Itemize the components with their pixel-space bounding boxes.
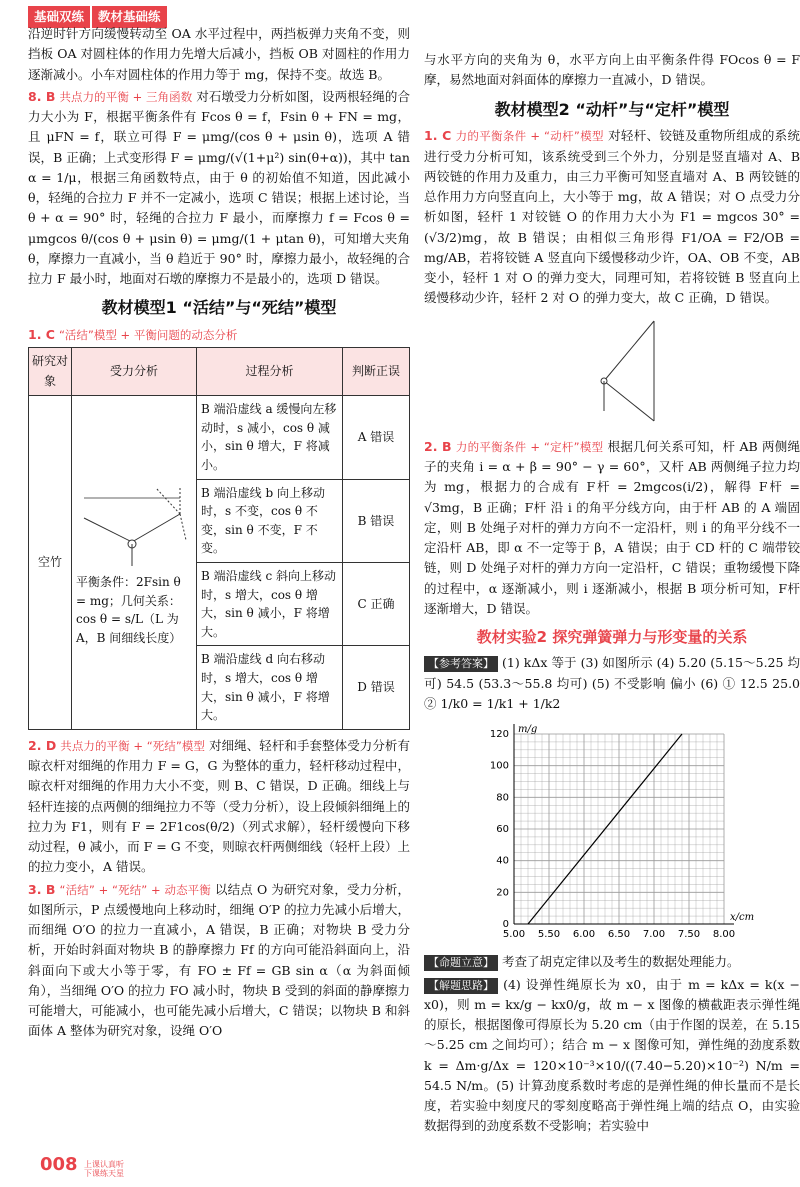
ref-label: 【参考答案】	[424, 656, 498, 672]
th-force: 受力分析	[72, 348, 197, 396]
y-tick-label: 0	[502, 919, 509, 931]
ref-text: (1) kΔx 等于 (3) 如图所示 (4) 5.20 (5.15～5.25 均可) 54.5 (53.3～55.8 均可) (5) 不受影响 偏小 (6) ① 12.5 25.0 ② 1/k0 = 1/k1 + 1/k2	[424, 655, 800, 711]
diabolo-diagram	[76, 478, 188, 568]
q2-answer: 2. D	[28, 737, 57, 753]
x-axis-label: x/cm	[730, 912, 755, 924]
x-tick-label: 7.00	[642, 929, 666, 941]
r-q1-tag: 力的平衡条件 + “动杆”模型	[455, 129, 604, 144]
r-q1-text: 对轻杆、铰链及重物所组成的系统进行受力分析可知，该系统受到三个外力，分别是竖直墙对 A、B 两铰链的作用力及重力，由三力平衡可知竖直墙对 A、B 两铰链的总作用力方向竖直向上，大小等于 mg，故 A 错误；对 O 点受力分析如图，轻杆 1 对铰链 O 的作用力大小为 F1 = mgcos 30° = (√3/2)mg，故 B 错误；由相似三角形得 F1/OA = F2/OB = mg/AB，若将铰链 A 竖直向下缓慢移动少许，OA、OB 不变，AB 变小，轻杆 1 对 O 的弹力变大，同理可知，若将铰链 B 竖直向上缓慢移动少许，轻杆 2 对 O 的弹力变大，故 C 正确，D 错误。	[424, 128, 800, 306]
y-tick-label: 40	[496, 855, 509, 867]
q3-block	[28, 880, 410, 1042]
footer-slogan-1: 上课认真听	[84, 1160, 124, 1170]
right-top-text: 与水平方向的夹角为 θ，水平方向上由平衡条件得 FOcos θ = F摩，易然地面对斜面体的摩擦力一直减小，D 错误。	[424, 52, 800, 88]
footer-slogan	[84, 1161, 124, 1179]
think-block	[424, 975, 800, 1137]
q8-block	[28, 87, 410, 290]
table-header-row	[29, 348, 410, 396]
intent-label: 【命题立意】	[424, 955, 498, 971]
analysis-table	[28, 347, 410, 729]
r-q2-block	[424, 437, 800, 619]
y-axis-label: m/g	[518, 724, 538, 736]
page-number: 008	[40, 1153, 78, 1175]
th-object: 研究对象	[29, 348, 72, 396]
intent-text: 考查了胡克定律以及考生的数据处理能力。	[501, 954, 740, 970]
q1-tag: “活结”模型 + 平衡问题的动态分析	[58, 328, 238, 343]
x-tick-label: 6.50	[607, 929, 631, 941]
cell-process: B 端沿虚线 b 向上移动时，s 不变，cos θ 不变，sin θ 不变，F 不变。	[197, 479, 343, 562]
q3-text: 以结点 O 为研究对象，受力分析，如图所示，P 点缓慢地向上移动时，细绳 O′P 的拉力先减小后增大，而细绳 O′O 的拉力一直减小，A 错误，B 正确；对物块 B 受力分析，开始时斜面对物块 B 的静摩擦力 Ff 的方向可能沿斜面向上，沿斜面向下或大小等于零，有 FO ± Ff = GB sin α（α 为斜面倾角），当细绳 O′O 的拉力 FO 减小时，物块 B 受到的斜面的静摩擦力可能增大，可能减小，也可能先减小后增大，C 错误；以物块 B 和斜面体 A 整体为研究对象，设绳 O′O	[28, 881, 410, 1039]
q1-answer: 1. C	[28, 327, 55, 343]
r-q2-tag: 力的平衡条件 + “定杆”模型	[455, 439, 604, 454]
r-q1-block	[424, 126, 800, 308]
intent-block	[424, 952, 800, 972]
x-tick-label: 5.00	[502, 929, 526, 941]
exp2-title: 教材实验2 探究弹簧弹力与形变量的关系	[476, 628, 748, 647]
table-row	[29, 396, 410, 479]
m-x-chart	[424, 716, 800, 946]
cell-process: B 端沿虚线 d 向右移动时，s 增大，cos θ 增大，sin θ 减小，F 将增大。	[197, 646, 343, 729]
q3-tag: “活结” + “死结” + 动态平衡	[59, 882, 211, 897]
x-tick-label: 5.50	[537, 929, 561, 941]
x-tick-label: 8.00	[712, 929, 736, 941]
q3-answer: 3. B	[28, 881, 56, 897]
q2-text: 对细绳、轻杆和手套整体受力分析有晾衣杆对细绳的作用力 F = G，G 为整体的重力，轻杆移动过程中，晾衣杆对细绳的作用力大小不变，则 B、C 错误，D 正确。细线上与轻杆连接的点两侧的细绳拉力不等（受力分析），设上段倾斜细绳上的拉力为 F1，则有 F = 2F1cos(θ/2)（列式求解），轻杆缓慢向下移动过程，θ 减小，而 F = G 不变，则晾衣杆两侧细线（轻杆上段）上的拉力变小，A 错误。	[28, 737, 410, 875]
cell-object: 空竹	[29, 396, 72, 730]
r-q2-answer: 2. B	[424, 438, 452, 454]
q8-answer: 8. B	[28, 88, 56, 104]
x-tick-label: 6.00	[572, 929, 596, 941]
q2-block	[28, 736, 410, 878]
cell-judge: C 正确	[343, 563, 410, 646]
y-tick-label: 60	[496, 824, 509, 836]
th-process: 过程分析	[197, 348, 343, 396]
right-column	[424, 50, 800, 1139]
th-judge: 判断正误	[343, 348, 410, 396]
ref-answer-block	[424, 653, 800, 714]
x-tick-label: 7.50	[677, 929, 701, 941]
q8-tag: 共点力的平衡 + 三角函数	[59, 89, 193, 104]
y-tick-label: 20	[496, 887, 509, 899]
cell-force	[72, 396, 197, 730]
q1-line	[28, 325, 410, 345]
y-tick-label: 120	[489, 729, 509, 741]
think-label: 【解题思路】	[424, 978, 498, 994]
hinge-diagram	[424, 311, 800, 431]
y-tick-label: 80	[496, 792, 509, 804]
left-column	[28, 24, 410, 1044]
q8-text: 对石墩受力分析如图，设两根轻绳的合力大小为 F，根据平衡条件有 Fcos θ = f，Fsin θ + FN = mg，且 μFN = f，联立可得 F = μmg/(cos θ + μsin θ)，选项 A 错误，B 正确；上式变形得 F = μmg/(√(1+μ²) sin(θ+α))，其中 tan α = 1/μ，根据三角函数特点，由于 θ 的初始值不知道，因此减小 θ，轻绳的合拉力 F 并不一定减小，选项 C 错误；根据上述讨论，当 θ + α = 90° 时，轻绳的合拉力 F 最小，而摩擦力 f = Fcos θ = μmgcos θ/(cos θ + μsin θ) = μmg/(1 + μtan θ)，可知增大夹角 θ，摩擦力一直减小，当 θ 趋近于 90° 时，摩擦力最小，故轻绳的合拉力 F 最小时，地面对石墩的摩擦力不是最小的，选项 D 错误。	[28, 88, 410, 286]
model1-title: 教材模型1 “活结”与“死结”模型	[101, 298, 337, 318]
cell-process: B 端沿虚线 a 缓慢向左移动时，s 减小，cos θ 减小，sin θ 增大，F 将减小。	[197, 396, 343, 479]
r-q1-answer: 1. C	[424, 128, 452, 144]
cell-judge: D 错误	[343, 646, 410, 729]
header-tag-basic: 基础双练	[28, 6, 90, 28]
cell-process: B 端沿虚线 c 斜向上移动时，s 增大，cos θ 增大，sin θ 减小，F 将增大。	[197, 563, 343, 646]
y-tick-label: 100	[489, 760, 509, 772]
force-text: 平衡条件：2Fsin θ = mg；几何关系：cos θ = s/L（L 为 A，B 间细线长度）	[76, 575, 182, 645]
cell-judge: A 错误	[343, 396, 410, 479]
footer-slogan-2: 下课练天星	[84, 1169, 124, 1179]
r-q2-text: 根据几何关系可知，杆 AB 两侧绳子的夹角 i = α + β = 90° − γ = 60°，又杆 AB 两侧绳子拉力均为 mg，根据力的合成有 F杆 = 2mgcos(i/2)，解得 F杆 = √3mg，B 正确；F杆 沿 i 的角平分线方向，由于杆 AB 的 A 端固定，则 B 处绳子对杆的弹力方向不一定沿杆，则 i 的角平分线不一定沿杆 AB，即 α 不一定等于 β，A 错误；由于 CD 杆的 C 端带铰链，则 D 处绳子对杆的弹力方向一定沿杆，C 错误；重物缓慢下降的过程中，α 逐渐减小，则 i 逐渐减小，根据 B 项分析可知，F杆 逐渐增大，D 错误。	[424, 438, 800, 616]
header-tag-textbook: 教材基础练	[92, 6, 167, 28]
model2-title: 教材模型2 “动杆”与“定杆”模型	[494, 99, 730, 119]
cell-judge: B 错误	[343, 479, 410, 562]
q2-tag: 共点力的平衡 + “死结”模型	[60, 738, 206, 753]
left-intro: 沿逆时针方向缓慢转动至 OA 水平过程中，两挡板弹力夹角不变，则挡板 OA 对圆柱体的作用力先增大后减小，挡板 OB 对圆柱的作用力逐渐减小。小车对圆柱体的作用力等于 mg，保持不变。故选 B。	[28, 26, 410, 82]
think-text: (4) 设弹性绳原长为 x0，由于 m = kΔx = k(x − x0)，则 m = kx/g − kx0/g，故 m − x 图像的横截距表示弹性绳的原长，根据图像可得原长为 5.20 cm（由于作图的误差，在 5.15～5.25 cm 之间均可）；结合 m − x 图像可知，弹性绳的劲度系数 k = Δm·g/Δx = 120×10⁻³×10/((7.40−5.20)×10⁻²) N/m = 54.5 N/m。(5) 计算劲度系数时考虑的是弹性绳的伸长量而不是长度，若实验中刻度尺的零刻度略高于弹性绳上端的结点 O，由实验数据得到的劲度系数不受影响；若实验中	[424, 976, 800, 1134]
